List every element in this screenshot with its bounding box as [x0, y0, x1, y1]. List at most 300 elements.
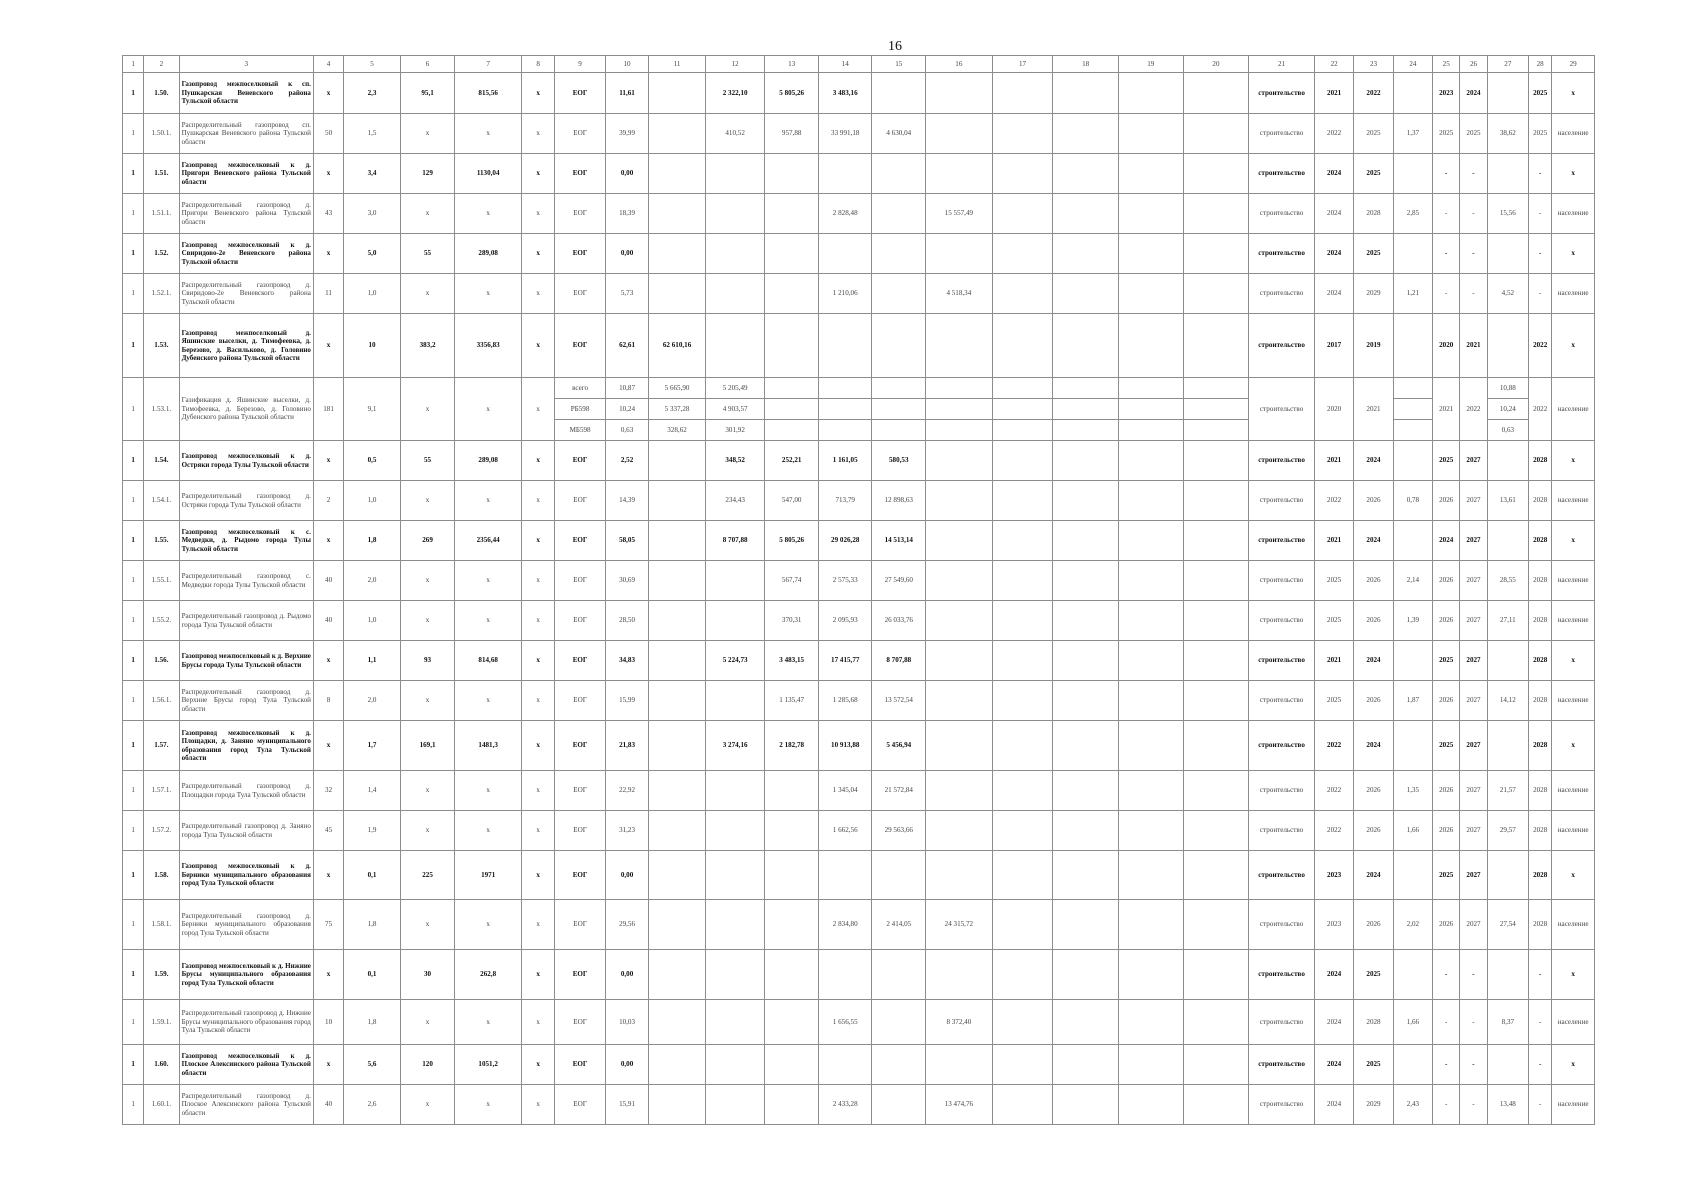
table-cell: 1.58.	[144, 851, 179, 900]
table-cell: 2028	[1529, 681, 1552, 721]
table-cell: x	[400, 194, 455, 234]
table-cell: 1.50.1.	[144, 114, 179, 154]
table-cell: 289,08	[455, 234, 522, 274]
table-cell: x	[522, 234, 555, 274]
table-cell: 2025	[1433, 851, 1460, 900]
table-cell: 1 210,06	[818, 274, 872, 314]
table-cell: 15 557,49	[926, 194, 993, 234]
table-cell: 120	[400, 1045, 455, 1085]
table-cell: население	[1552, 1085, 1595, 1125]
table-cell	[992, 1085, 1053, 1125]
table-cell	[1487, 721, 1528, 771]
table-cell: x	[522, 1000, 555, 1045]
table-cell	[765, 274, 819, 314]
table-cell: 2028	[1529, 771, 1552, 811]
table-cell: ЕОГ	[555, 851, 606, 900]
table-cell: 269	[400, 521, 455, 561]
table-cell	[1053, 851, 1119, 900]
table-row	[123, 601, 1595, 641]
table-cell: строительство	[1249, 274, 1315, 314]
table-cell	[992, 274, 1053, 314]
table-cell: 1.60.	[144, 1045, 179, 1085]
table-cell: 1.56.	[144, 641, 179, 681]
table-cell: 33 991,18	[818, 114, 872, 154]
table-cell: ЕОГ	[555, 771, 606, 811]
table-cell	[1118, 441, 1183, 481]
table-cell: 11,61	[605, 73, 648, 114]
table-cell: ЕОГ	[555, 601, 606, 641]
table-cell: 2027	[1460, 481, 1487, 521]
table-cell: 1.50.	[144, 73, 179, 114]
table-cell: 1971	[455, 851, 522, 900]
table-cell: ЕОГ	[555, 521, 606, 561]
table-cell: x	[400, 378, 455, 441]
table-cell: 13,61	[1487, 481, 1528, 521]
table-cell	[765, 771, 819, 811]
table-cell	[1118, 194, 1183, 234]
table-cell: x	[313, 314, 343, 378]
table-cell	[1393, 721, 1432, 771]
table-cell	[705, 234, 765, 274]
table-row	[123, 1000, 1595, 1045]
table-cell	[1183, 1000, 1249, 1045]
table-cell: 5,6	[344, 1045, 401, 1085]
table-cell: 2024	[1314, 1000, 1353, 1045]
table-cell: x	[1552, 154, 1595, 194]
table-cell: 1 662,56	[818, 811, 872, 851]
table-cell: 2025	[1529, 73, 1552, 114]
table-cell: строительство	[1249, 811, 1315, 851]
table-cell: 1 345,04	[818, 771, 872, 811]
table-cell: x	[522, 900, 555, 950]
table-cell: -	[1529, 950, 1552, 1000]
table-cell: x	[400, 681, 455, 721]
table-body	[123, 56, 1595, 1125]
table-cell: 2028	[1529, 851, 1552, 900]
table-cell	[1183, 561, 1249, 601]
table-cell: 29,57	[1487, 811, 1528, 851]
table-cell: 1	[123, 771, 144, 811]
table-cell: x	[1552, 234, 1595, 274]
table-cell	[1118, 114, 1183, 154]
table-cell: 1 135,47	[765, 681, 819, 721]
table-cell: 1	[123, 73, 144, 114]
table-cell	[649, 1045, 706, 1085]
table-cell: 3356,83	[455, 314, 522, 378]
table-cell: x	[522, 950, 555, 1000]
table-cell: 252,21	[765, 441, 819, 481]
table-cell: 2026	[1433, 900, 1460, 950]
table-cell	[649, 114, 706, 154]
table-cell: 2025	[1314, 601, 1353, 641]
table-cell	[1118, 681, 1183, 721]
table-cell	[1183, 811, 1249, 851]
table-cell	[649, 481, 706, 521]
table-cell: x	[522, 114, 555, 154]
table-cell: 2024	[1314, 1045, 1353, 1085]
table-cell: x	[522, 601, 555, 641]
table-cell: 21 572,84	[872, 771, 926, 811]
table-cell	[1393, 641, 1432, 681]
table-cell: 39,99	[605, 114, 648, 154]
table-cell: ЕОГ	[555, 481, 606, 521]
table-cell	[1118, 900, 1183, 950]
table-cell: 0,1	[344, 950, 401, 1000]
table-cell: 11	[313, 274, 343, 314]
column-number-cell: 26	[1460, 56, 1487, 73]
table-cell: x	[522, 561, 555, 601]
table-cell	[1053, 721, 1119, 771]
table-cell: 2028	[1529, 811, 1552, 851]
table-cell: 1,37	[1393, 114, 1432, 154]
table-cell	[872, 1000, 926, 1045]
table-cell	[1053, 521, 1119, 561]
table-cell: 2,85	[1393, 194, 1432, 234]
column-number-cell: 14	[818, 56, 872, 73]
table-cell: 1.51.1.	[144, 194, 179, 234]
table-cell	[1183, 900, 1249, 950]
table-cell: 1.60.1.	[144, 1085, 179, 1125]
table-cell: 234,43	[705, 481, 765, 521]
column-number-cell: 20	[1183, 56, 1249, 73]
table-cell: 2024	[1354, 521, 1393, 561]
funding-source-cell: МБ598	[555, 420, 606, 441]
table-cell	[818, 154, 872, 194]
table-cell: 15,99	[605, 681, 648, 721]
table-row	[123, 314, 1595, 378]
table-cell	[765, 1085, 819, 1125]
table-row	[123, 1045, 1595, 1085]
table-cell	[1118, 601, 1183, 641]
table-cell: ЕОГ	[555, 900, 606, 950]
table-cell	[1393, 314, 1432, 378]
table-cell: 1	[123, 721, 144, 771]
table-cell: 2028	[1529, 900, 1552, 950]
column-number-cell: 28	[1529, 56, 1552, 73]
object-name-cell: Распределительный газопровод д. Плоское Алексинского района Тульской области	[179, 1085, 313, 1125]
table-cell: -	[1529, 1085, 1552, 1125]
table-cell: -	[1460, 154, 1487, 194]
table-cell	[1053, 314, 1119, 378]
table-cell: 2024	[1314, 234, 1353, 274]
table-cell	[1118, 950, 1183, 1000]
table-cell	[992, 420, 1053, 441]
column-number-cell: 29	[1552, 56, 1595, 73]
table-cell	[992, 811, 1053, 851]
table-cell	[705, 950, 765, 1000]
table-cell: ЕОГ	[555, 73, 606, 114]
table-cell: ЕОГ	[555, 681, 606, 721]
table-cell: 2028	[1529, 601, 1552, 641]
table-cell: ЕОГ	[555, 274, 606, 314]
table-cell: 1	[123, 641, 144, 681]
table-cell: -	[1433, 274, 1460, 314]
table-cell: 2025	[1314, 681, 1353, 721]
object-name-cell: Газопровод межпоселковый к д. Остряки города Тулы Тульской области	[179, 441, 313, 481]
table-cell: 3 274,16	[705, 721, 765, 771]
column-number-cell: 3	[179, 56, 313, 73]
table-cell: 1,9	[344, 811, 401, 851]
column-number-cell: 24	[1393, 56, 1432, 73]
table-cell	[818, 378, 872, 399]
table-cell: 1	[123, 1000, 144, 1045]
table-cell	[765, 900, 819, 950]
table-cell	[705, 771, 765, 811]
table-cell: население	[1552, 114, 1595, 154]
table-cell: 1.59.	[144, 950, 179, 1000]
table-cell: 2021	[1354, 378, 1393, 441]
table-cell: 1	[123, 378, 144, 441]
table-cell	[1393, 441, 1432, 481]
column-number-cell: 8	[522, 56, 555, 73]
table-cell: население	[1552, 194, 1595, 234]
table-cell: 40	[313, 561, 343, 601]
table-cell: 31,23	[605, 811, 648, 851]
table-cell	[992, 1045, 1053, 1085]
table-cell: x	[522, 378, 555, 441]
table-cell: 2021	[1433, 378, 1460, 441]
table-cell: 50	[313, 114, 343, 154]
table-cell: x	[313, 73, 343, 114]
column-number-cell: 25	[1433, 56, 1460, 73]
table-cell	[765, 154, 819, 194]
table-cell	[1183, 521, 1249, 561]
object-name-cell: Газификация д. Яшинские выселки, д. Тимофеевка, д. Березово, д. Головино Дубенского района Тульской области	[179, 378, 313, 441]
table-cell: 2025	[1354, 154, 1393, 194]
table-cell: x	[455, 811, 522, 851]
table-cell: x	[455, 194, 522, 234]
table-cell: 26 033,76	[872, 601, 926, 641]
table-cell: 8 707,88	[705, 521, 765, 561]
column-number-cell: 1	[123, 56, 144, 73]
table-cell	[1183, 1045, 1249, 1085]
table-cell	[1118, 851, 1183, 900]
table-cell: 2025	[1354, 950, 1393, 1000]
table-cell: 0,5	[344, 441, 401, 481]
table-cell: население	[1552, 681, 1595, 721]
table-cell: 1,4	[344, 771, 401, 811]
table-row	[123, 1085, 1595, 1125]
table-cell	[1393, 234, 1432, 274]
object-name-cell: Распределительный газопровод д. Свиридово-2е Веневского района Тульской области	[179, 274, 313, 314]
table-cell	[1393, 521, 1432, 561]
table-cell	[1183, 314, 1249, 378]
table-cell: 5 456,94	[872, 721, 926, 771]
table-cell	[705, 194, 765, 234]
table-cell: ЕОГ	[555, 1045, 606, 1085]
object-name-cell: Газопровод межпоселковый к д. Берники муниципального образования город Тула Тульской области	[179, 851, 313, 900]
table-cell: x	[400, 900, 455, 950]
object-name-cell: Газопровод межпоселковый к д. Верхние Брусы города Тулы Тульской области	[179, 641, 313, 681]
table-cell: 2025	[1433, 441, 1460, 481]
table-cell: 2027	[1460, 771, 1487, 811]
table-cell: 713,79	[818, 481, 872, 521]
table-cell: 4,52	[1487, 274, 1528, 314]
table-cell	[818, 314, 872, 378]
table-cell	[1118, 811, 1183, 851]
table-cell: 410,52	[705, 114, 765, 154]
table-cell	[1053, 194, 1119, 234]
table-cell: строительство	[1249, 900, 1315, 950]
table-cell: x	[455, 114, 522, 154]
table-cell	[926, 641, 993, 681]
table-cell: 4 903,57	[705, 399, 765, 420]
table-cell: 2,6	[344, 1085, 401, 1125]
table-cell	[992, 194, 1053, 234]
table-cell: -	[1433, 1085, 1460, 1125]
table-cell: строительство	[1249, 314, 1315, 378]
table-cell	[765, 851, 819, 900]
table-cell: 2027	[1460, 561, 1487, 601]
table-cell: 1	[123, 601, 144, 641]
table-cell: строительство	[1249, 771, 1315, 811]
table-cell: 2024	[1354, 721, 1393, 771]
table-cell: население	[1552, 900, 1595, 950]
table-cell	[1053, 114, 1119, 154]
table-cell	[926, 811, 993, 851]
table-row	[123, 274, 1595, 314]
table-cell	[1183, 420, 1249, 441]
table-cell	[926, 771, 993, 811]
table-cell: строительство	[1249, 114, 1315, 154]
table-cell: 40	[313, 601, 343, 641]
table-cell: 9,1	[344, 378, 401, 441]
table-cell	[992, 114, 1053, 154]
table-cell: ЕОГ	[555, 1000, 606, 1045]
funding-source-cell: всего	[555, 378, 606, 399]
table-cell: 2,02	[1393, 900, 1432, 950]
table-cell: 62 610,16	[649, 314, 706, 378]
table-cell: 2029	[1354, 1085, 1393, 1125]
table-cell: 4 518,34	[926, 274, 993, 314]
table-cell: x	[522, 274, 555, 314]
table-cell	[926, 851, 993, 900]
table-cell: 2025	[1529, 114, 1552, 154]
object-name-cell: Газопровод межпоселковый к сп. Пушкарская Веневского района Тульской области	[179, 73, 313, 114]
table-cell: -	[1433, 234, 1460, 274]
object-name-cell: Распределительный газопровод д. Площадки города Тула Тульской области	[179, 771, 313, 811]
table-cell: 2 322,10	[705, 73, 765, 114]
table-cell: ЕОГ	[555, 194, 606, 234]
table-cell: 14,12	[1487, 681, 1528, 721]
gasification-program-table	[122, 55, 1595, 1125]
table-cell	[818, 234, 872, 274]
table-row	[123, 441, 1595, 481]
table-cell: x	[455, 771, 522, 811]
table-cell: 1.52.	[144, 234, 179, 274]
table-cell: 1130,04	[455, 154, 522, 194]
table-cell	[765, 1045, 819, 1085]
table-cell	[649, 154, 706, 194]
table-cell: 1	[123, 314, 144, 378]
table-cell	[1487, 73, 1528, 114]
table-cell	[1053, 154, 1119, 194]
table-cell	[818, 420, 872, 441]
table-cell: x	[455, 1085, 522, 1125]
table-cell: -	[1460, 234, 1487, 274]
table-cell: 1.51.	[144, 154, 179, 194]
table-cell	[1118, 420, 1183, 441]
table-cell	[649, 73, 706, 114]
table-cell: 2027	[1460, 900, 1487, 950]
table-cell: 2025	[1433, 114, 1460, 154]
table-cell: строительство	[1249, 561, 1315, 601]
table-cell: 2024	[1354, 441, 1393, 481]
table-cell: x	[313, 851, 343, 900]
table-cell: x	[313, 950, 343, 1000]
table-row	[123, 194, 1595, 234]
object-name-cell: Газопровод межпоселковый к д. Площадки, д. Заняно муниципального образования город Тула Тульской области	[179, 721, 313, 771]
table-cell	[705, 851, 765, 900]
table-cell	[992, 681, 1053, 721]
table-cell	[1118, 73, 1183, 114]
table-cell: 2028	[1529, 561, 1552, 601]
table-cell: 10,87	[605, 378, 648, 399]
table-cell: 2025	[1460, 114, 1487, 154]
table-cell: 1	[123, 441, 144, 481]
table-cell: -	[1460, 1045, 1487, 1085]
table-cell: 1,21	[1393, 274, 1432, 314]
table-cell: 8 372,40	[926, 1000, 993, 1045]
table-cell	[926, 441, 993, 481]
table-cell: строительство	[1249, 481, 1315, 521]
table-cell: 1.56.1.	[144, 681, 179, 721]
table-cell: 2022	[1354, 73, 1393, 114]
table-cell: 75	[313, 900, 343, 950]
table-cell	[1183, 378, 1249, 399]
table-cell	[926, 601, 993, 641]
table-cell: 348,52	[705, 441, 765, 481]
table-cell: 1.57.2.	[144, 811, 179, 851]
table-cell: x	[313, 234, 343, 274]
table-cell: строительство	[1249, 1045, 1315, 1085]
table-cell: 8	[313, 681, 343, 721]
table-cell: 27 549,60	[872, 561, 926, 601]
table-cell	[1183, 681, 1249, 721]
table-cell: 1,66	[1393, 811, 1432, 851]
object-name-cell: Газопровод межпоселковый к д. Плоское Алексинского района Тульской области	[179, 1045, 313, 1085]
table-cell: 1	[123, 851, 144, 900]
column-number-row	[123, 56, 1595, 73]
table-cell	[1118, 274, 1183, 314]
table-cell	[1487, 641, 1528, 681]
table-cell: 1.53.1.	[144, 378, 179, 441]
table-cell	[1053, 378, 1119, 399]
table-cell: 2028	[1354, 194, 1393, 234]
table-cell: строительство	[1249, 721, 1315, 771]
table-cell	[992, 314, 1053, 378]
table-cell: 2022	[1314, 721, 1353, 771]
table-cell: 2024	[1314, 154, 1353, 194]
table-cell: 2022	[1314, 811, 1353, 851]
table-cell: x	[522, 851, 555, 900]
column-number-cell: 22	[1314, 56, 1353, 73]
table-cell: 0,63	[605, 420, 648, 441]
table-row	[123, 378, 1595, 399]
table-cell: 10	[344, 314, 401, 378]
table-cell	[1118, 1085, 1183, 1125]
table-cell: 1.55.1.	[144, 561, 179, 601]
table-cell	[1118, 399, 1183, 420]
table-cell	[992, 399, 1053, 420]
table-cell	[926, 420, 993, 441]
table-cell: 38,62	[1487, 114, 1528, 154]
table-cell: 2022	[1314, 114, 1353, 154]
table-cell	[1118, 1000, 1183, 1045]
column-number-cell: 10	[605, 56, 648, 73]
table-cell: 0,00	[605, 1045, 648, 1085]
table-cell: 2026	[1354, 900, 1393, 950]
